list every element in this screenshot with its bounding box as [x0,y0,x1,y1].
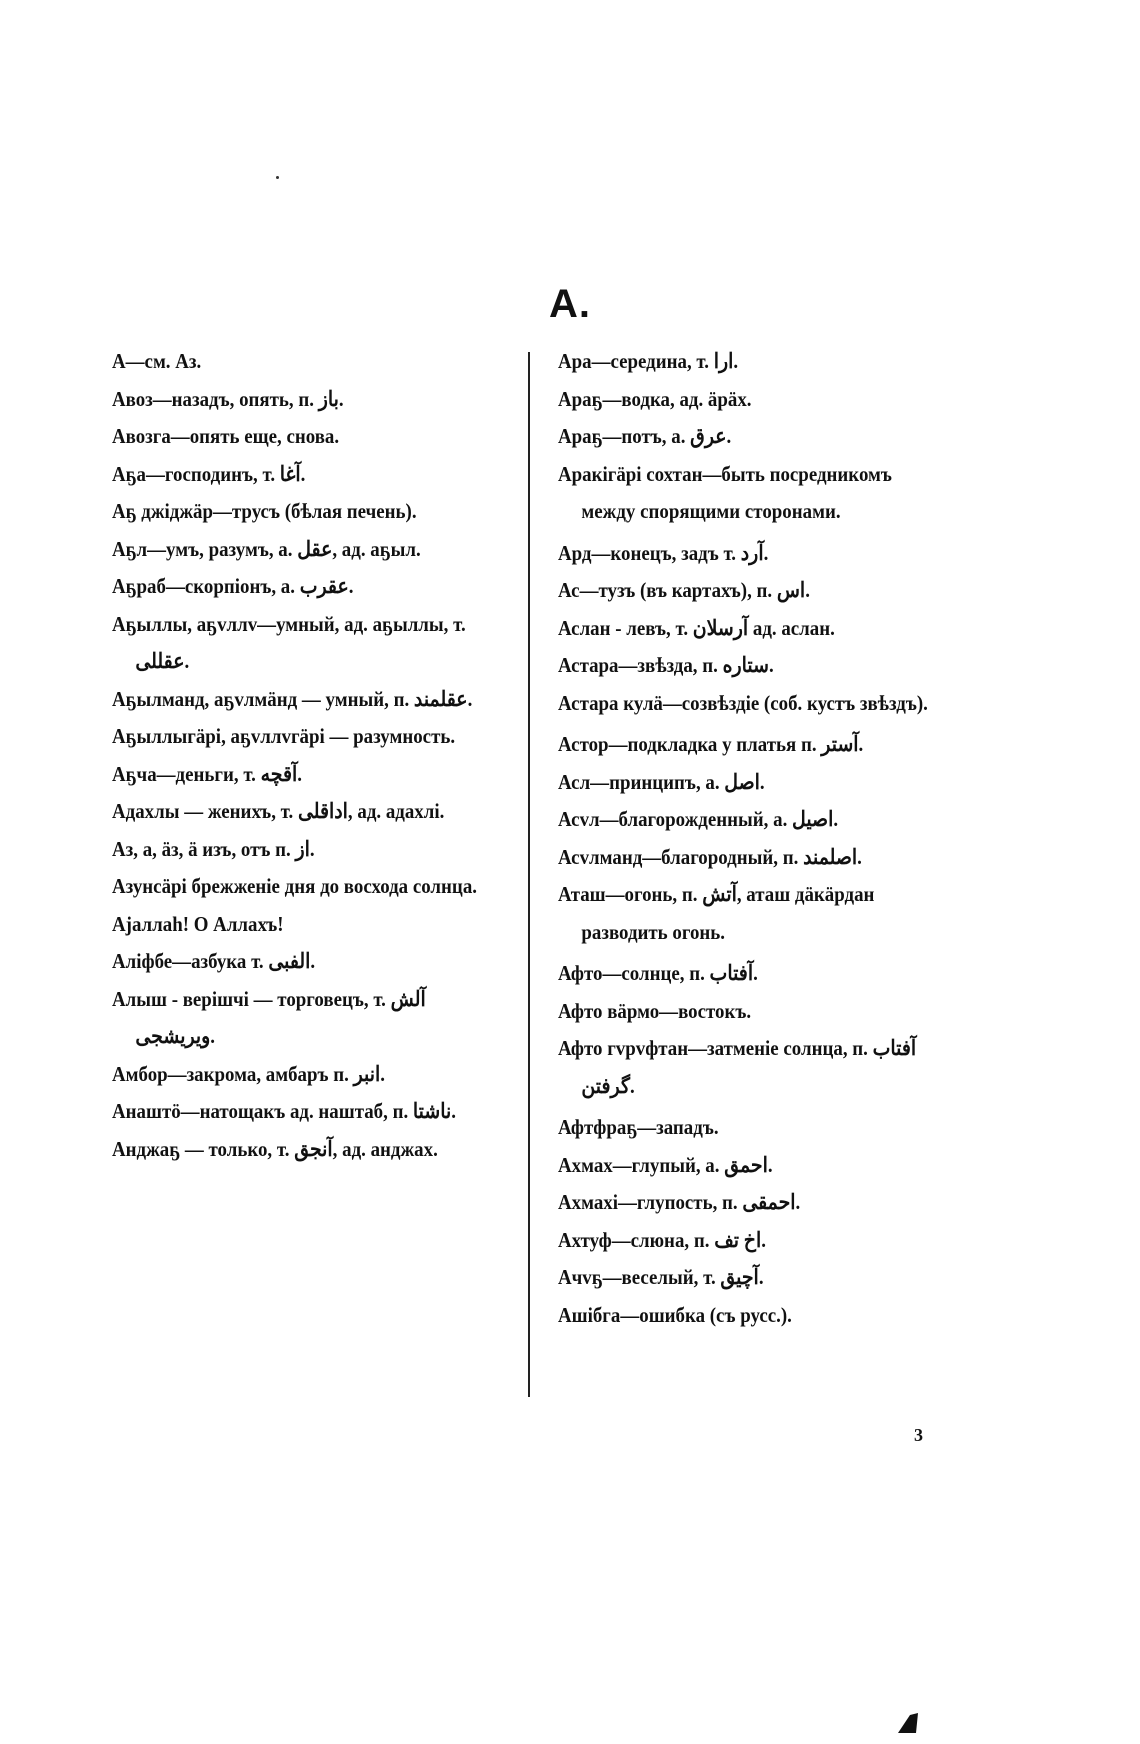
dictionary-entry: Ара—середина, т. ارا. [558,349,739,373]
dictionary-entry: Астара—звѣзда, п. ستاره. [558,653,774,677]
dictionary-entry: Анджаҕ — только, т. آنجق, ад. анджах. [112,1136,438,1161]
dictionary-entry: Афтфраҕ—западъ. [558,1115,719,1139]
dictionary-entry: Афто гvрvфтан—затменіе солнца, п. آفتاب گرفتن. [558,1036,917,1098]
dictionary-entry: Аҕраб—скорпіонъ, а. عقرب. [112,574,354,598]
dictionary-entry: Ашібга—ошибка (съ русс.). [558,1302,792,1327]
dictionary-entry: Аҕылманд, аҕvлмäнд — умный, п. عقلمند. [112,686,473,711]
dictionary-entry: Ахтуф—слюна, п. اخ تف. [558,1227,766,1252]
column-divider [528,352,530,1397]
dictionary-entry: Аҕыллыгäрі, аҕvллvгäрі — разумность. [112,724,456,748]
dictionary-entry: Ахмах—глупый, а. احمق. [558,1152,773,1177]
dictionary-entry: Адахлы — женихъ, т. اداقلى, ад. адахлі. [112,799,445,823]
dictionary-entry: Астара кулä—созвѣздіе (соб. кустъ звѣздъ). [558,690,928,715]
dictionary-entry: Аҕча—деньги, т. آقچه. [112,761,302,786]
dictionary-entry: Аракігäрі сохтан—быть посредникомъ между спорящими сторонами. [558,461,892,523]
dictionary-entry: Азунсäрі брежженіе дня до восхода солнца. [112,874,477,898]
dictionary-entry: Асvлманд—благородный, п. اصلمند. [558,844,862,869]
dictionary-entry: Ахмахі—глупость, п. احمقى. [558,1190,801,1214]
dictionary-entry: Ас—тузъ (въ картахъ), п. اس. [558,578,810,602]
dictionary-entry: Аҕл—умъ, разумъ, а. عقل, ад. аҕыл. [112,536,421,561]
dictionary-entry: Аліфбе—азбука т. الفبى. [112,949,316,973]
dictionary-entry: Анаштö—натощакъ ад. наштаб, п. ناشتا. [112,1099,456,1123]
dictionary-entry: А—см. Аз. [112,349,202,373]
dictionary-entry: Аҕа—господинъ, т. آغا. [112,461,306,486]
dictionary-entry: Аташ—огонь, п. آتش, аташ дäкäрдан разводить огонь. [558,882,875,944]
dictionary-entry: Аjаллаh! О Аллахъ! [112,911,284,936]
section-letter-heading: А. [549,282,591,326]
dictionary-entry: Аҕ джіджäр—трусъ (бѣлая печень). [112,499,417,523]
dictionary-entry: Афто—солнце, п. آفتاب. [558,961,758,985]
dictionary-entry: Алыш - верішчі — торговецъ, т. آلش ويريشجى. [112,986,426,1048]
dictionary-entry: Ачvҕ—веселый, т. آچيق. [558,1265,764,1289]
dictionary-entry: Астор—подкладка у платья п. آستر. [558,732,864,756]
dictionary-entry: Авозга—опять еще, снова. [112,424,340,448]
dictionary-entry: Аслан - левъ, т. آرسلان ад. аслан. [558,615,835,640]
dictionary-entry: Аз, а, äз, ä изъ, отъ п. از. [112,836,315,861]
dictionary-entry: Араҕ—водка, ад. äрäх. [558,386,752,411]
dictionary-entry: Араҕ—потъ, а. عرق. [558,424,732,448]
dictionary-entry: Авоз—назадъ, опять, п. باز. [112,386,344,411]
dictionary-entry: Асvл—благорожденный, а. اصيل. [558,807,839,831]
dictionary-entry: Ард—конецъ, задъ т. آرد. [558,540,769,565]
ink-dot [276,176,279,179]
page-number: 3 [914,1425,923,1445]
right-column [558,343,936,1334]
dictionary-entry: Асл—принципъ, а. اصل. [558,769,765,794]
corner-mark-icon [896,1712,920,1734]
left-column [112,343,508,1168]
dictionary-entry: Аҕыллы, аҕvллv—умный, ад. аҕыллы, т. عقللى. [112,611,466,673]
dictionary-entry: Афто вäрмо—востокъ. [558,998,752,1023]
dictionary-entry: Амбор—закрома, амбаръ п. انبر. [112,1061,385,1086]
